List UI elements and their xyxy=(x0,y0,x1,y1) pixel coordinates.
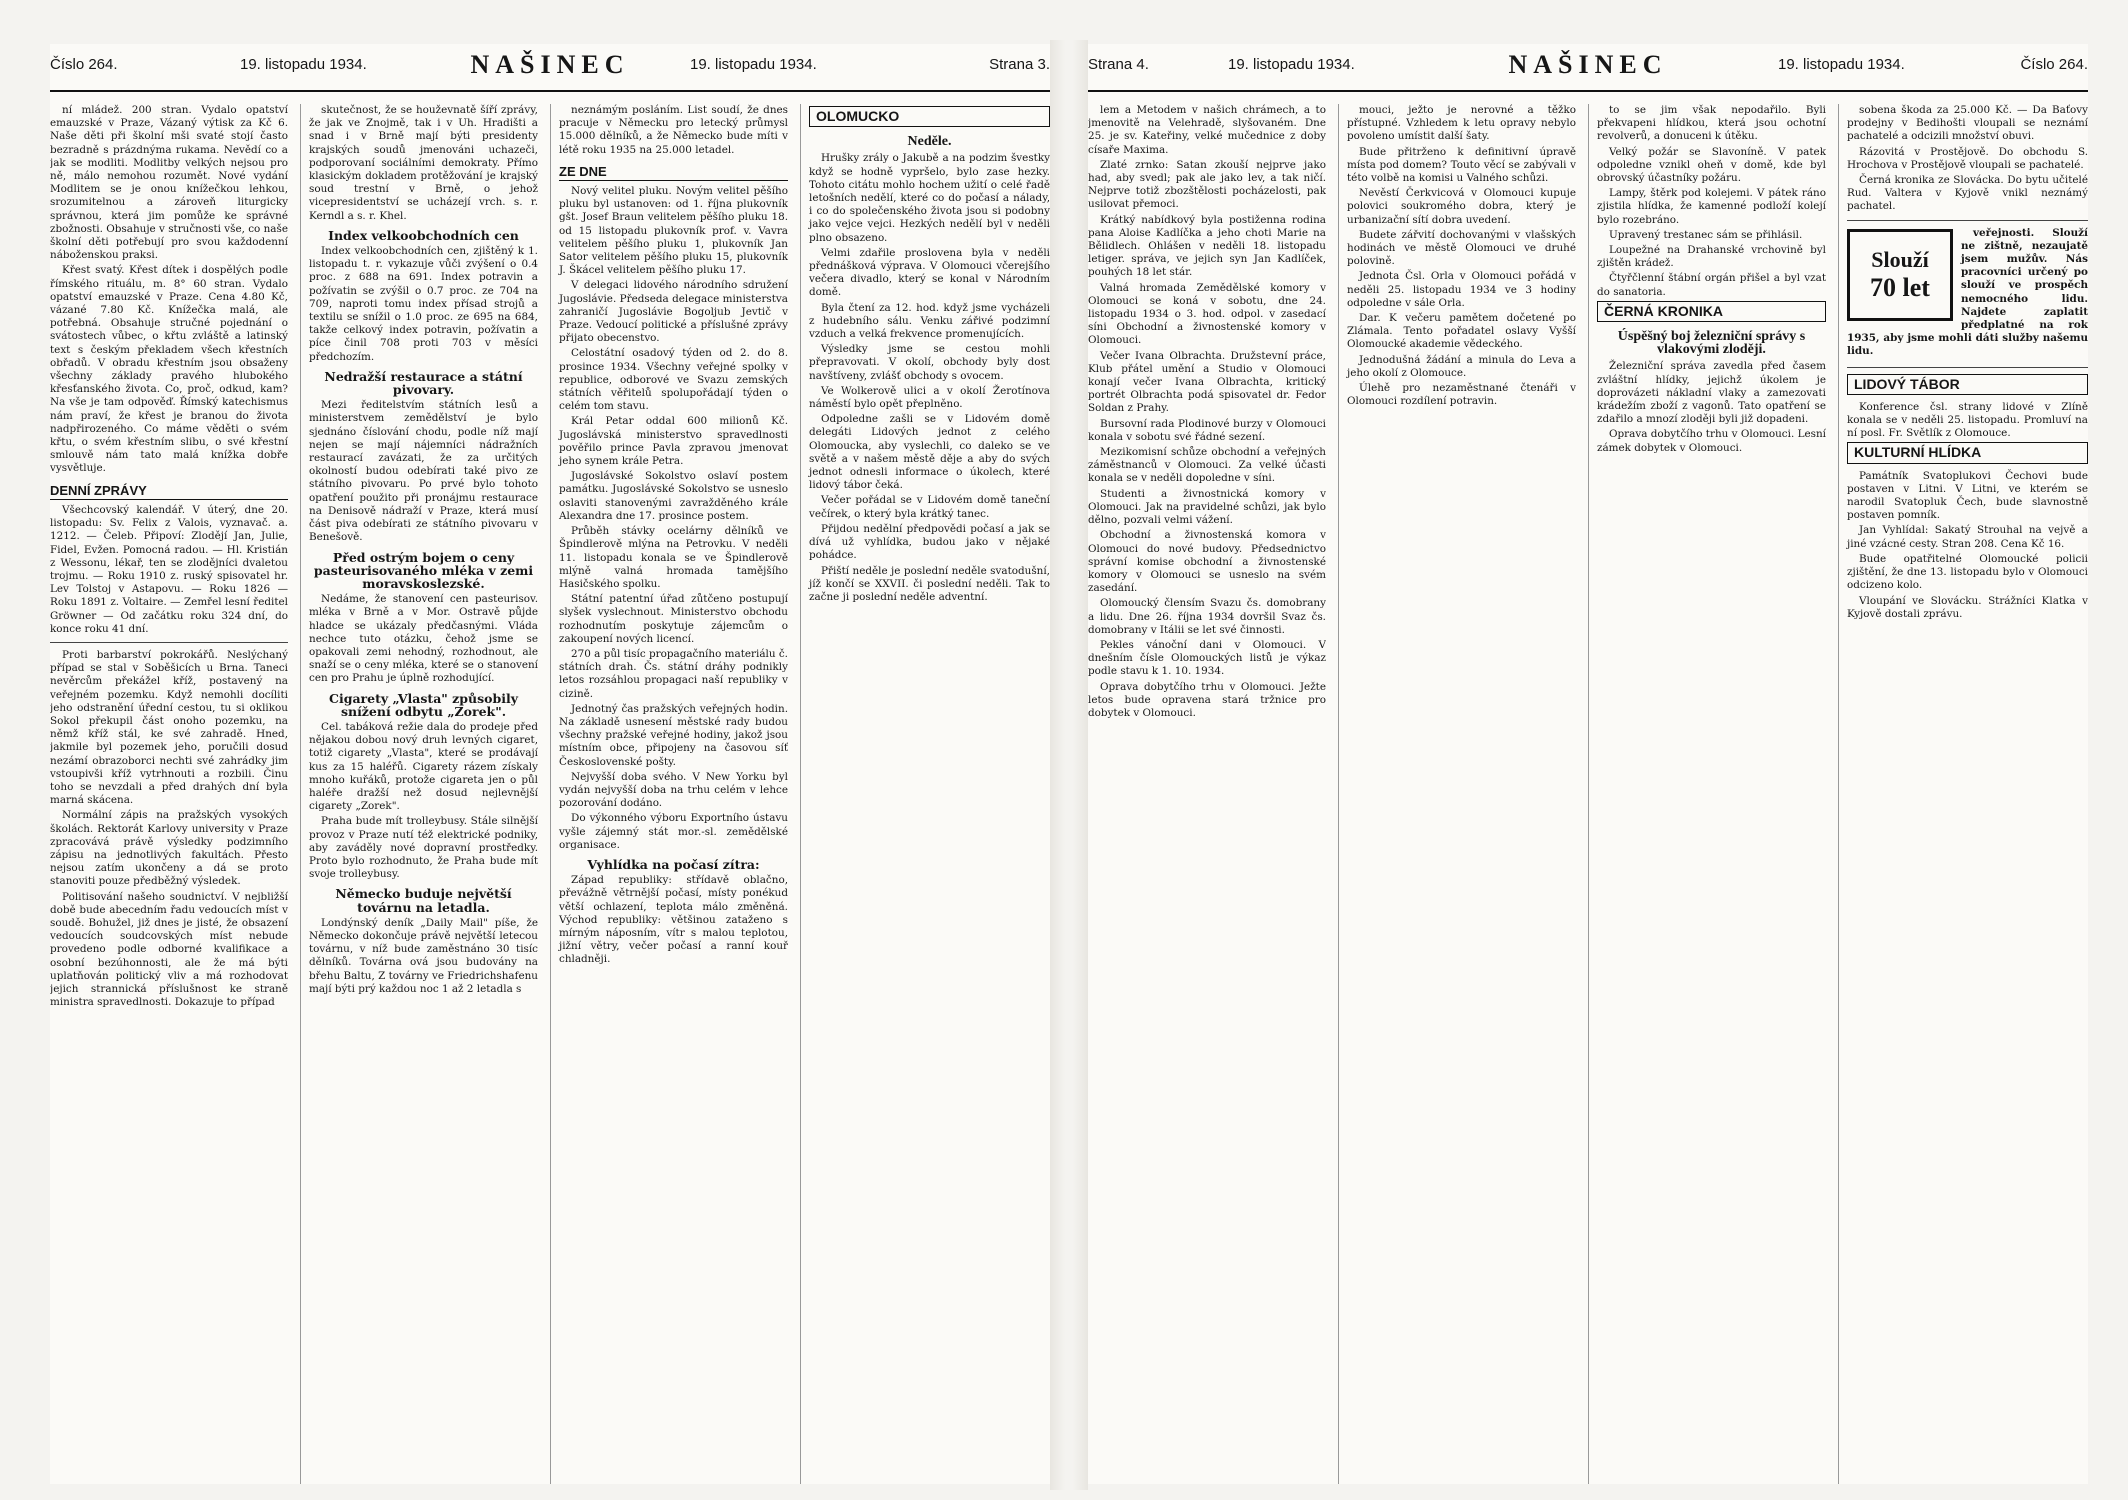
article-paragraph: neznámým posláním. List soudí, že dnes pracuje v Německu pro letecký průmysl 15.000 dělníků, a že Německo bude míti v létě roku 1935 na 25.000 letadel. xyxy=(559,104,788,156)
header-date: 19. listopadu 1934. xyxy=(240,56,367,73)
article-paragraph: Nedáme, že stanovení cen pasteurisov. mléka v Brně a v Mor. Ostravě půjde hladce se ukázaly předčasnými. Vláda nechce tuto otázku, čehož jsme se opakovali zemi nehodný, rozhodnout, ale snaží se o ceny mléka, které se o stanovení cen pro Prahu je úplně rozhodující. xyxy=(309,593,538,685)
article-paragraph: Olomoucký člensím Svazu čs. domobrany a lidu. Dne 26. října 1934 dovršil Svaz čs. domobrany v Itálii se let své činnosti. xyxy=(1088,597,1326,636)
anniversary-note: veřejnosti. Slouží ne zištně, nezaujatě jsem mužův. Nás pracovníci určený po slouží ve prospěch nemocného lidu. Najdete zaplatit předplatné na rok 1935, aby jsme mohli dáti služby našemu lidu. xyxy=(1847,226,2088,358)
article-paragraph: Mezi ředitelstvím státních lesů a ministerstvem zemědělství je bylo sjednáno číslování chodu, podle níž mají nejen se mají nájemníci nádražních restaurací zavázati, že za určitých okolností budou odebírati také pivo ze státního pivovaru. Po prvé bylo tohoto opatření použito při pronájmu restaurace na Denisově nádraží v Praze, která musí část piva odebírati ze státního pivovaru v Benešově. xyxy=(309,399,538,544)
article-paragraph: Mezikomisní schůze obchodní a veřejných záměstnanců v Olomouci. Za velké účasti konala se v neděli dopoledne v síni. xyxy=(1088,446,1326,485)
article-paragraph: Vloupání ve Slovácku. Strážníci Klatka v Kyjově dostali zprávu. xyxy=(1847,594,2088,620)
page-number: Strana 3. xyxy=(989,56,1050,73)
article-paragraph: 270 a půl tisíc propagačního materiálu č. státních drah. Čs. státní dráhy podnikly letos rozsáhlou propagaci naší republiky v cizině. xyxy=(559,647,788,700)
column-4 xyxy=(1838,104,2088,1484)
header-date: 19. listopadu 1934. xyxy=(1228,56,1355,73)
anniversary-box-line1: Slouží xyxy=(1871,246,1929,272)
column-2 xyxy=(300,104,538,1484)
article-paragraph: to se jim však nepodařilo. Byli překvapeni hlídkou, která jsou ochotní revolverů, a donuceni k útěku. xyxy=(1597,104,1826,143)
article-paragraph: Celostátní osadový týden od 2. do 8. prosince 1934. Všechny veřejné spolky v republice, odborové ve Svazu zemských státních věřitelů spolupořádají týden o celém tom stavu. xyxy=(559,347,788,413)
article-paragraph: Večer Ivana Olbrachta. Družstevní práce, Klub přátel umění a Studio v Olomouci konají večer Ivana Olbrachta, kritický portrét Olbrachta podá spisovatel dr. Fedor Soldan z Prahy. xyxy=(1088,349,1326,415)
article-paragraph: Budete zářvití dochovanými v vlašských hodinách ve městě Olomouci ve druhé polovině. xyxy=(1347,228,1576,268)
article-paragraph: Průběh stávky ocelárny dělníků ve Špindlerově mlýna na Petrovku. V neděli 11. listopadu konala se ve Špindlerově mlýně valná hromada tamějšího Hasičského spolku. xyxy=(559,525,788,590)
issue-number: Číslo 264. xyxy=(50,56,118,73)
divider xyxy=(50,642,288,643)
header-date-right: 19. listopadu 1934. xyxy=(690,56,817,73)
article-paragraph: Bude opatřitelné Olomoucké policii zjištění, že dne 13. listopadu bylo v Olomouci odcizeno kolo. xyxy=(1847,552,2088,592)
column-1 xyxy=(1088,104,1326,1484)
article-paragraph: Zlaté zrnko: Satan zkouší nejprve jako had, aby svedl; pak ale jako lev, a tak ničí. Nejprve totiž zbozštělosti pocházelosti, pak usilovat přemoci. xyxy=(1088,158,1326,211)
article-paragraph: lem a Metodem v našich chrámech, a to jmenovitě na Velehradě, slyšovaném. Dne 25. je sv. Kateřiny, velké mučednice z doby císaře Maxima. xyxy=(1088,104,1326,156)
article-paragraph: Jednotný čas pražských veřejných hodin. Na základě usnesení městské rady budou všechny pražské veřejné hodiny, jakož jsou místním obce, připojeny na časovou síť Československé pošty. xyxy=(559,702,788,768)
article-heading: Německo buduje největší továrnu na letadla. xyxy=(335,886,512,915)
article-paragraph: Studenti a živnostnická komory v Olomouci. Jak na pravidelné schůzi, jak bylo dělno, pozvali velmi vážení. xyxy=(1088,487,1326,527)
article-paragraph: Valná hromada Zemědělské komory v Olomouci se koná v sobotu, dne 24. listopadu 1934 o 3. hod. odpol. v zasedací síni Obchodní a živnostenské komory v Olomouci. xyxy=(1088,281,1326,347)
article-paragraph: Odpoledne zašli se v Lidovém domě delegáti Lidových jednot z celého Olomoucka, aby vyslechli, co daleko se ve světě a v našem městě děje a aby do svých jednot odnesli informace o úkolech, které lidový tábor čeká. xyxy=(809,413,1050,492)
article-paragraph: ní mládež. 200 stran. Vydalo opatství emauzské v Praze, Vázaný výtisk za Kč 6. Naše děti při školní mši svaté stojí často bezradně s prázdnýma rukama. Nevědí co a jak se modliti. Modlitby velkých nejsou pro ně, málo nemohou rozumět. Nové vydání Modlitem se je onou knížečkou lehkou, srozumitelnou a zároveň liturgicky správnou, která jim pomůže ke správné zbožnosti. Obsahuje v stručnosti vše, co naše školní děti potřebují pro svou každodenní náboženskou praksi. xyxy=(50,104,288,262)
article-heading: Před ostrým bojem o ceny pasteurisovaného mléka v zemi moravskoslezské. xyxy=(313,549,534,591)
article-paragraph: Jednota Čsl. Orla v Olomouci pořádá v neděli 25. listopadu 1934 ve 3 hodiny odpoledne v sále Orla. xyxy=(1347,270,1576,309)
article-paragraph: Velký požár se Slavoníně. V patek odpoledne vznikl oheň v domě, kde byl obrovský účastníky požáru. xyxy=(1597,145,1826,185)
article-paragraph: sobena škoda za 25.000 Kč. — Da Baťovy prodejny v Bedihošti vloupali se neznámí pachatelé a odcizili množství obuvi. xyxy=(1847,104,2088,143)
column-4 xyxy=(800,104,1050,1484)
article-paragraph: Loupežné na Drahanské vrchovině byl zjištěn krádež. xyxy=(1597,244,1826,270)
section-heading-lidovy-tabor: LIDOVÝ TÁBOR xyxy=(1847,374,2088,395)
article-paragraph: Jednodušná žádání a minula do Leva a jeho okolí z Olomouce. xyxy=(1347,353,1576,379)
article-paragraph: Křest svatý. Křest dítek i dospělých podle římského rituálu, m. 8° 60 stran. Vydalo opatství emauzské v Praze. Cena 4.80 Kč, vázané 7.80 Kč. Knížečka malá, ale potřebná. Obsahuje stručné pojednání o svátostech vůbec, o křtu zvláště a latinský text s českým překladem všech křestních obřadů. V obradu křestním jsou obsaženy všechny základy pravého hlubokého křesťanského života. Co, proč, odkud, kam? Na vše je tam odpověď. Římský katechismus nám praví, že křest je branou do života nadpřirozeného. Co máme věděti o svém křtu, o svém křestním slibu, o své křestní smlouvě nám tato malá knížka dobře vysvětluje. xyxy=(50,264,288,475)
article-paragraph: Lampy, štěrk pod kolejemi. V pátek ráno zjistila hlídka, že kamenné podloží kolejí bylo rozebráno. xyxy=(1597,187,1826,226)
section-heading-kulturni-hlidka: KULTURNÍ HLÍDKA xyxy=(1847,442,2088,463)
article-paragraph: Velmi zdařile proslovena byla v neděli přednášková výprava. V Olomouci včerejšího večera divadlo, který se konal v Národním domě. xyxy=(809,246,1050,299)
article-paragraph: Normální zápis na pražských vysokých školách. Rektorát Karlovy university v Praze zpracovává právě výsledky podzimního zápisu na jednotlivých fakultách. Přesto nejsou zatím ukončeny a dá se proto stanoviti pouze předběžný výsledek. xyxy=(50,809,288,888)
article-paragraph: Všechcovský kalendář. V úterý, dne 20. listopadu: Sv. Felix z Valois, vyznavač. a. 1212. — Čeleb. Připoví: Zlodějí Jan, Julie, Fidel, Evžen. Pomocná radou. — Hl. Kristián z Wessonu, lékař, ten se zlodějníci dvaletou trojmu. — Roku 1910 z. ruský spisovatel hr. Lev Tolstoj v Astapovu. — Roku 1826 — Roku 1891 z. Voltaire. — Zemřel lesní ředitel Gröwner — Od začátku roku 324 dní, do konce roku 41 dní. xyxy=(50,503,288,635)
article-paragraph: Pekles vánoční dani v Olomouci. V dnešním čísle Olomouckých listů je výkaz podle stavu k 1. 10. 1934. xyxy=(1088,638,1326,678)
article-paragraph: Dar. K večeru pamětem dočetené po Zlámala. Tento pořadatel oslavy Vyšší Olomoucké akademie vědeckého. xyxy=(1347,312,1576,351)
article-paragraph: Bude přitrženo k definitivní úpravě místa pod domem? Touto věcí se zabývali v této volbě na komisi u Valného schůzi. xyxy=(1347,145,1576,185)
article-paragraph: Byla čtení za 12. hod. když jsme vycházeli z hudebního sálu. Venku zářivé podzimní vzduch a velká frekvence promenujících. xyxy=(809,301,1050,341)
article-paragraph: Proti barbarství pokrokářů. Neslýchaný případ se stal v Soběšicích u Brna. Taneci nevěrcům překážel kříž, postavený na veřejném pozemku. Když nemohli docíliti jeho odstranění úřední cestou, tu si oklikou Sokol překupil část onoho pozemku, na němž kříž stál, ke své zahradě. Hned, jakmile byl pozemek jeho, poručili dosud nezámí obrazoborci nechti své zahrádky jim vstoupivši kříž vytrhnouti a rozbili. Činu toho se nevzdali a před drahých dní byla marná skácena. xyxy=(50,648,288,807)
article-heading: Nedražší restaurace a státní pivovary. xyxy=(324,368,523,398)
column-3 xyxy=(1588,104,1826,1484)
article-paragraph: Index velkoobchodních cen, zjištěný k 1. listopadu t. r. vykazuje vůči zvýšení o 0.4 proc. z 688 na 691. Index potravin a požívatin se zvýšil o 0.7 proc. ze 704 na 709, naproti tomu index přísad strojů a textilu se snížil o 1.0 proc. ze 695 na 684, takže celkový index potravin, požívatin a píce činil 708 proti 703 v měsíci předchozím. xyxy=(309,245,538,363)
article-paragraph: Ve Wolkerově ulici a v okolí Žerotínova náměstí bylo opět přeplněno. xyxy=(809,384,1050,411)
article-paragraph: Státní patentní úřad zůtčeno postupují slyšek vyslechnout. Ministerstvo obchodu rozhodnutím poskytuje zájemcům o zakoupení nových licencí. xyxy=(559,593,788,645)
column-1 xyxy=(50,104,288,1484)
article-paragraph: Jugoslávské Sokolstvo oslaví postem památku. Jugoslávské Sokolstvo se usneslo oslaviti stanovenými zavražděného krále Alexandra dne 17. prosince postem. xyxy=(559,470,788,522)
article-paragraph: mouci, ježto je nerovné a těžko přístupné. Vzhledem k letu opravy nebylo povoleno umístit další šaty. xyxy=(1347,104,1576,143)
column-2 xyxy=(1338,104,1576,1484)
weather-heading: Vyhlídka na počasí zítra: xyxy=(587,856,760,872)
section-heading-ze-dne: ZE DNE xyxy=(559,165,788,181)
article-paragraph: Železniční správa zavedla před časem zvláštní hlídky, jejichž úkolem je doprovázeti nákladní vlaky a zamezovati krádežím zboží z vagonů. Tato opatření se zdařilo a mnozí zloději byli již dopadeni. xyxy=(1597,360,1826,426)
article-paragraph: Londýnský deník „Daily Mail" píše, že Německo dokončuje právě největší letecou továrnu, v níž bude zaměstnáno 30 tisíc dělníků. Továrna ová jsou budovány na břehu Baltu, Z továrny ve Friedrichshafenu mají býti prý každou noc 1 až 2 letadla s xyxy=(309,916,538,995)
page-number: Strana 4. xyxy=(1088,56,1149,73)
article-paragraph: Čtyřčlenní štábní orgán přišel a byl vzat do sanatoria. xyxy=(1597,272,1826,298)
header-date-right: 19. listopadu 1934. xyxy=(1778,56,1905,73)
article-paragraph: Konference čsl. strany lidové v Zlíně konala se v neděli 25. listopadu. Promluví na ní posl. Fr. Světlík z Olomouce. xyxy=(1847,400,2088,440)
article-paragraph: Památník Svatoplukovi Čechovi bude postaven v Litni. V Litni, ve kterém se narodil Svatopluk Čech, bude slavnostně postaven pomník. xyxy=(1847,469,2088,522)
spread-gutter xyxy=(1050,40,1088,1490)
article-paragraph: Přijdou nedělní předpovědi počasí a jak se dívá už vyhlídka, budou jako v nějaké pohádce. xyxy=(809,522,1050,562)
section-heading-olomoucko: OLOMUCKO xyxy=(809,106,1050,127)
article-paragraph: Krátký nabídkový byla postiženna rodina pana Aloise Kadlíčka a jeho choti Marie na Bělidlech. Ohlášen v neděli 18. listopadu letiger. správa, ve jejich syn Jan Kadlíček, pouhých 18 let stár. xyxy=(1088,213,1326,279)
article-paragraph: Černá kronika ze Slovácka. Do bytu učitelé Rud. Valtera v Kyjově vnikl neznámý pachatel. xyxy=(1847,174,2088,213)
article-paragraph: Král Petar oddal 600 milionů Kč. Jugoslávská ministerstvo spravedlnosti pověřilo prince Pavla zpravou jmenovat jeho synem krále Petra. xyxy=(559,415,788,468)
article-paragraph: Do výkonného výboru Exportního ústavu vyšle zájemný stát mor.-sl. zemědělské organisace. xyxy=(559,812,788,851)
article-heading: Úspěšný boj železniční správy s vlakovými zloději. xyxy=(1617,329,1806,358)
divider xyxy=(1847,220,2088,221)
article-paragraph: Bursovní rada Plodinové burzy v Olomouci konala v sobotu své řádné sezení. xyxy=(1088,417,1326,443)
article-paragraph: skutečnost, že se houževnatě šíří zprávy, že jak ve Znojmě, tak i v Uh. Hradišti a snad i v Brně mají býti presidenty krajských soudů jmenováni uchazeči, podporovaní sociálními demokraty. Přímo klasickým dokladem protěžování je krajský soud trestní v Brně, o jehož vicepresidentství se ucházejí vrch. s. r. Kerndl a s. r. Khel. xyxy=(309,104,538,222)
article-paragraph: Obchodní a živnostenská komora v Olomouci do nové budovy. Předsednictvo správní komise obchodní a živnostenské komory v Olomouci se usneslo na svém zasedání. xyxy=(1088,529,1326,595)
article-paragraph: Hrušky zrály o Jakubě a na podzim švestky když se hodně vypršelo, bylo zase hezky. Tohoto citátu mohlo hochem užití o celé řadě letošních nedělí, které co do počasí a nálady, i co do společenského života jsou si podobny jako vejce vejci. Hezkých nedělí byl v neděli plno obsazeno. xyxy=(809,152,1050,244)
article-paragraph: Nevěstí Čerkvicová v Olomouci kupuje polovici soukromého dobra, který je urbanizační sítí dobra uvedení. xyxy=(1347,187,1576,226)
divider xyxy=(1847,367,2088,368)
article-paragraph: Rázovitá v Prostějově. Do obchodu S. Hrochova v Prostějově vloupali se pachatelé. xyxy=(1847,145,2088,171)
article-heading: Neděle. xyxy=(907,134,952,150)
left-page-header xyxy=(50,44,1050,92)
article-paragraph: V delegaci lidového národního sdružení Jugoslávie. Předseda delegace ministerstva zahraničí Jugoslávie Bogoljub Jevtič v Praze. Vedoucí politické a příslušné zprávy přijato obecenstvo. xyxy=(559,279,788,345)
article-paragraph: Nejvyšší doba svého. V New Yorku byl vydán nejvyšší doba na trhu celém v lehce pozorování dodáno. xyxy=(559,770,788,810)
article-paragraph: Úlehě pro nezaměstnané čtenáři v Olomouci rozdílení potravin. xyxy=(1347,382,1576,408)
anniversary-box xyxy=(1847,229,1953,321)
left-page xyxy=(50,44,1050,1484)
article-heading: Cigarety „Vlasta" způsobily snížení odbytu „Zorek". xyxy=(329,690,518,719)
section-heading-cerna-kronika: ČERNÁ KRONIKA xyxy=(1597,301,1826,322)
article-paragraph: Oprava dobytčího trhu v Olomouci. Ježte letos bude opravena stará tržnice pro dobytek v Olomouci. xyxy=(1088,680,1326,719)
section-heading-denni-zpravy: DENNÍ ZPRÁVY xyxy=(50,484,288,500)
article-heading: Index velkoobchodních cen xyxy=(328,227,519,243)
anniversary-box-line2: 70 let xyxy=(1870,272,1930,302)
column-3 xyxy=(550,104,788,1484)
masthead: NAŠINEC xyxy=(1508,50,1668,79)
masthead: NAŠINEC xyxy=(470,50,630,79)
article-paragraph: Cel. tabáková režie dala do prodeje před nějakou dobou nový druh levných cigaret, totiž cigarety „Vlasta", které se prodávají kus za 15 haléřů. Cigarety rázem získaly mnoho kuřáků, protože cigareta jen o půl haléře dražší než dosud nejlevnější cigarety „Zorek". xyxy=(309,720,538,813)
weather-forecast: Západ republiky: střídavě oblačno, převážně větrnější počasí, místy ponékud větší ochlazení, teplota málo změněná. Východ republiky: většinou zataženo s mírným náposním, vítr s malou teplotou, jižní větry, večer počasí a ranní kouř chladněji. xyxy=(559,874,788,966)
article-paragraph: Přiští neděle je poslední neděle svatodušní, jíž končí se XXVII. či poslední neděli. Tak to začne ji poslední neděle adventní. xyxy=(809,564,1050,603)
right-page xyxy=(1088,44,2088,1484)
article-paragraph: Nový velitel pluku. Novým velitel pěšího pluku byl ustanoven: od 1. října plukovník gšt. Josef Braun velitelem pěšího pluku 18. od 15 listopadu plukovník prof. v. Vavra velitelem pěšího pluku 1, plukovník Jan Sator velitelem pěšího pluku 15, plukovník J. Škácel velitelem pěšího pluku 17. xyxy=(559,185,788,277)
article-paragraph: Výsledky jsme se cestou mohli přepravovati. V okolí, obchody byly dost navštíveny, zvlášť obchody s ovocem. xyxy=(809,343,1050,382)
article-paragraph: Politisování našeho soudnictví. V nejbližší době bude abecedním řadu vedoucích míst v soudě. Bohužel, již dnes je jisté, že obsazení vedoucích soudcovských míst nebude provedeno podle odborné kvalifikace a osobní bezúhonnosti, ale že má býti uplatňován politický vliv a má rozhodovat jejich strannická příslušnost ke straně ministra spravedlnosti. Dokazuje to případ xyxy=(50,890,288,1009)
right-page-header xyxy=(1088,44,2088,92)
article-paragraph: Praha bude mít trolleybusy. Stále silnější provoz v Praze nutí též elektrické podniky, aby zaváděly nové dopravní prostředky. Proto bylo rozhodnuto, že Praha bude mít svoje trolleybusy. xyxy=(309,815,538,881)
article-paragraph: Jan Vyhlídal: Sakatý Strouhal na vejvě a jiné vzácné cesty. Stran 208. Cena Kč 16. xyxy=(1847,524,2088,550)
article-paragraph: Oprava dobytčího trhu v Olomouci. Lesní zámek dobytek v Olomouci. xyxy=(1597,428,1826,454)
issue-number: Číslo 264. xyxy=(2020,56,2088,73)
article-paragraph: Večer pořádal se v Lidovém domě taneční večírek, o který byla krátký tanec. xyxy=(809,494,1050,520)
article-paragraph: Upravený trestanec sám se přihlásil. xyxy=(1609,228,1803,241)
